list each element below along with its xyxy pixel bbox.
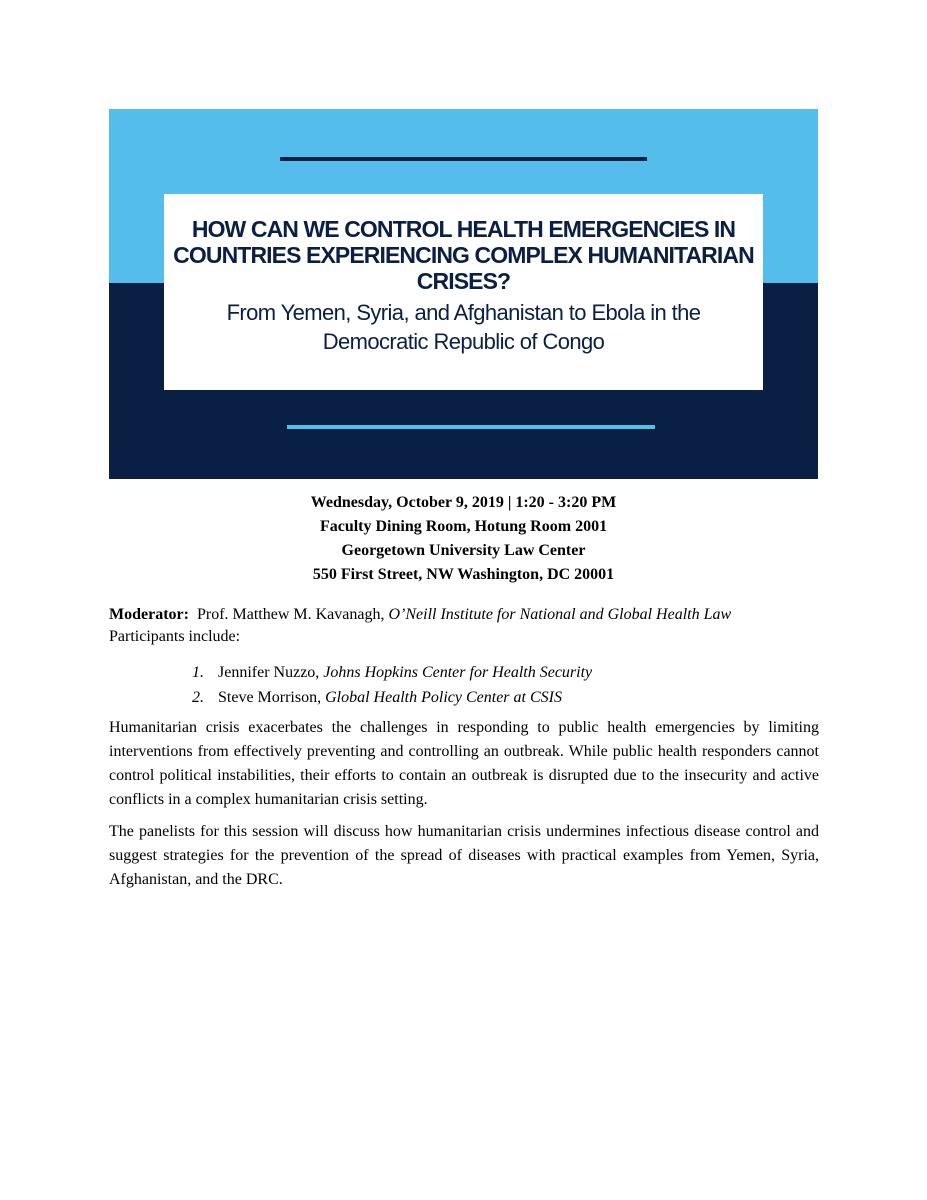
event-banner [109, 109, 818, 479]
moderator-label: Moderator: [109, 606, 189, 623]
moderator-affiliation: O’Neill Institute for National and Global Health Law [388, 606, 732, 623]
banner-title: HOW CAN WE CONTROL HEALTH EMERGENCIES IN COUNTRIES EXPERIENCING COMPLEX HUMANITARIAN CRISES? [173, 216, 754, 294]
moderator-section [109, 604, 829, 648]
participant-name: Jennifer Nuzzo, [218, 664, 320, 681]
description-paragraph-1: Humanitarian crisis exacerbates the challenges in responding to public health emergencies by limiting interventions from effectively preventing and controlling an outbreak. While public health responders cannot control political instabilities, their efforts to contain an outbreak is disrupted due to the insecurity and active conflicts in a complex humanitarian crisis setting. [109, 719, 819, 808]
description-paragraph-2: The panelists for this session will discuss how humanitarian crisis undermines infectious disease control and suggest strategies for the prevention of the spread of diseases with practical examples from Yemen, Syria, Afghanistan, and the DRC. [109, 823, 819, 888]
participant-affiliation: Global Health Policy Center at CSIS [325, 689, 562, 706]
moderator-line [109, 604, 829, 626]
participants-list [192, 660, 592, 710]
event-datetime: Wednesday, October 9, 2019 | 1:20 - 3:20 PM [310, 494, 617, 511]
banner-top-rule [280, 157, 647, 161]
banner-subtitle: From Yemen, Syria, and Afghanistan to Ebola in the Democratic Republic of Congo [226, 300, 701, 354]
participant-affiliation: Johns Hopkins Center for Health Security [323, 664, 593, 681]
event-details [109, 491, 818, 587]
list-item [192, 660, 592, 685]
banner-title-box [164, 194, 763, 390]
participant-name: Steve Morrison, [218, 689, 322, 706]
moderator-name: Prof. Matthew M. Kavanagh, [196, 606, 385, 623]
participants-intro: Participants include: [109, 628, 241, 645]
event-address: 550 First Street, NW Washington, DC 20001 [312, 566, 615, 583]
list-number: 2. [192, 689, 204, 706]
event-venue: Georgetown University Law Center [341, 542, 586, 559]
list-item [192, 685, 592, 710]
list-number: 1. [192, 664, 204, 681]
banner-bottom-rule [287, 425, 655, 429]
event-room: Faculty Dining Room, Hotung Room 2001 [319, 518, 608, 535]
